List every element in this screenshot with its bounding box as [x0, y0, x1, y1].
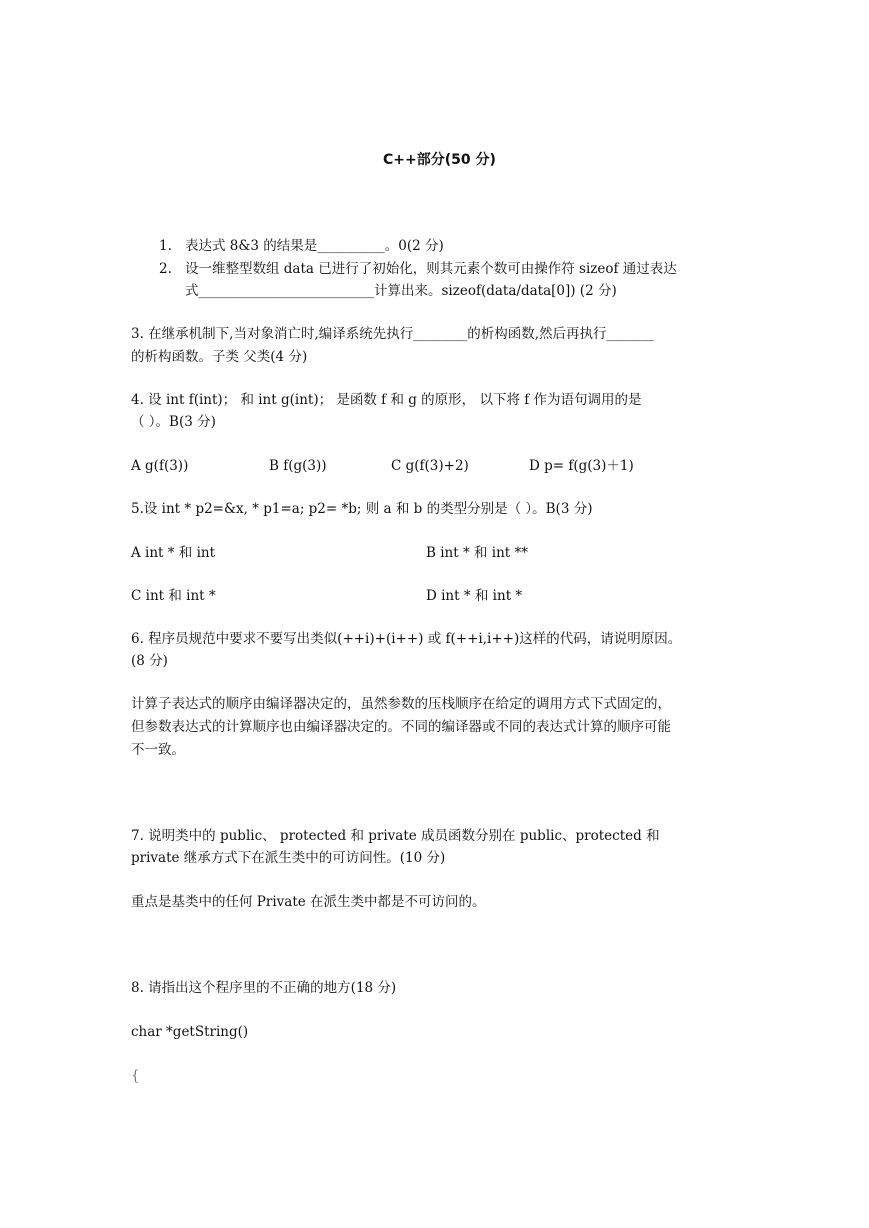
- question-6-answer-line-3: 不一致。: [131, 742, 185, 758]
- question-7-line-2: private 继承方式下在派生类中的可访问性。(10 分): [131, 850, 446, 866]
- page-title: C++部分(50 分): [383, 152, 496, 168]
- question-5-option-a: A int * 和 int: [131, 545, 216, 561]
- question-6-line-2: (8 分): [131, 653, 168, 669]
- question-8-line-1: 8. 请指出这个程序里的不正确的地方(18 分): [131, 980, 397, 996]
- code-line-2: {: [131, 1068, 140, 1084]
- question-2-number: 2.: [159, 261, 172, 277]
- question-7-answer: 重点是基类中的任何 Private 在派生类中都是不可访问的。: [131, 894, 486, 910]
- question-6-answer-line-1: 计算子表达式的顺序由编译器决定的，虽然参数的压栈顺序在给定的调用方式下式固定的，: [131, 696, 671, 712]
- question-2-line-1: 设一维整型数组 data 已进行了初始化，则其元素个数可由操作符 sizeof 通过表达: [185, 261, 677, 277]
- question-5-line-1: 5.设 int * p2=&x, * p1=a; p2= *b; 则 a 和 b 的类型分别是（ ）。B(3 分): [131, 501, 593, 517]
- question-4-line-1: 4. 设 int f(int)； 和 int g(int)； 是函数 f 和 g 的原形， 以下将 f 作为语句调用的是: [131, 392, 642, 408]
- question-5-option-c: C int 和 int *: [131, 588, 216, 604]
- question-4-option-d: D p= f(g(3)＋1): [529, 458, 634, 474]
- question-3-line-1: 3. 在继承机制下,当对象消亡时,编译系统先执行________的析构函数,然后再执行_______: [131, 326, 654, 342]
- question-4-option-c: C g(f(3)+2): [391, 458, 469, 474]
- question-6-line-1: 6. 程序员规范中要求不要写出类似(++i)+(i++) 或 f(++i,i++)这样的代码，请说明原因。: [131, 631, 682, 647]
- question-4-option-b: B f(g(3)): [269, 458, 327, 474]
- question-1-number: 1.: [159, 238, 172, 254]
- question-3-line-2: 的析构函数。子类 父类(4 分): [131, 349, 308, 365]
- question-1-text: 表达式 8&3 的结果是__________。0(2 分): [185, 238, 444, 254]
- question-6-answer-line-2: 但参数表达式的计算顺序也由编译器决定的。不同的编译器或不同的表达式计算的顺序可能: [131, 719, 671, 735]
- question-4-line-2: （ ）。B(3 分): [131, 414, 216, 430]
- question-7-line-1: 7. 说明类中的 public、 protected 和 private 成员函数分别在 public、protected 和: [131, 828, 660, 844]
- question-4-option-a: A g(f(3)): [131, 458, 189, 474]
- question-5-option-b: B int * 和 int **: [426, 545, 529, 561]
- question-2-line-2: 式__________________________计算出来。sizeof(data/data[0]) (2 分): [185, 283, 617, 299]
- question-5-option-d: D int * 和 int *: [426, 588, 523, 604]
- code-line-1: char *getString(): [131, 1024, 249, 1040]
